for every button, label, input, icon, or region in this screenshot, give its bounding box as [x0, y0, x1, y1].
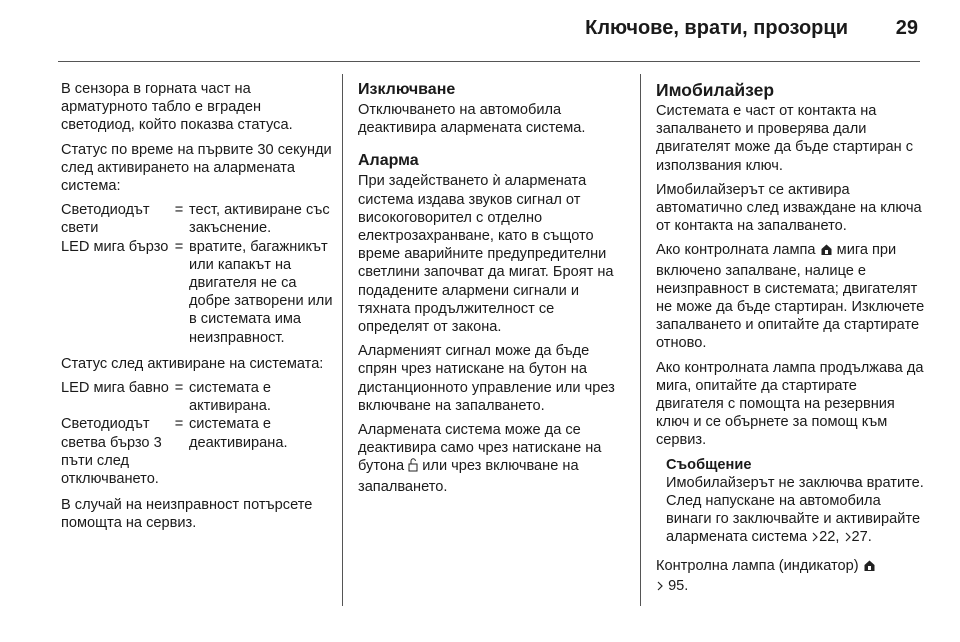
table-term: Светодиодът свети — [61, 202, 150, 237]
table-row — [61, 201, 333, 237]
page-reference-icon — [811, 530, 819, 548]
note-heading: Съобщение — [666, 456, 752, 473]
table-row — [61, 238, 333, 347]
table-equals: = — [174, 238, 184, 255]
table-term: LED мига бавно — [61, 380, 169, 397]
table-equals: = — [174, 202, 184, 219]
heading-alarm: Аларма — [358, 152, 419, 170]
paragraph-alarm: При задействането ѝ алармената система издава звуков сигнал от високоговорител с отделно електрозахранване, като в същото време аварийните предупредителни светлини започват да мигат. Броят на подадените алармени сигнали и тяхната продължителност се определят от закона. — [358, 173, 614, 336]
paragraph-immobilizer-lamp: Ако контролната лампа мига при включено запалване, налице е неизправност в системата; двигателят не може да бъде стартиран. Изключете запалването и опитайте да стартирате отново. — [656, 242, 925, 352]
paragraph-status-first30: Статус по време на първите 30 секунди след активирането на алармената система: — [61, 141, 332, 195]
page-number: 29 — [895, 17, 918, 39]
table-desc: тест, активиране със закъснение. — [189, 202, 330, 237]
page-header — [0, 0, 960, 62]
column-divider-1 — [342, 74, 343, 606]
page-reference-icon — [844, 530, 852, 548]
table-equals: = — [174, 380, 184, 397]
column-divider-2 — [640, 74, 641, 606]
paragraph-immobilizer-intro: Системата е част от контакта на запалването и проверява дали двигателят може да бъде стартиран с използвания ключ. — [656, 103, 914, 174]
table-desc: системата е деактивирана. — [189, 416, 288, 451]
header-divider — [58, 61, 920, 62]
table-term: Светодиодът светва бързо 3 пъти след отключването. — [61, 416, 162, 488]
table-desc: системата е активирана. — [189, 380, 272, 415]
page-reference-icon — [656, 579, 664, 597]
table-row — [61, 415, 333, 488]
note-ref-1[interactable]: 22, — [819, 529, 840, 546]
paragraph-alarm-deactivate: Алармената система може да се деактивира само чрез натискане на бутона или чрез включване на запалването. — [358, 422, 602, 495]
note-text: Имобилайзерът не заключва вратите. След напускане на автомобила винаги го заключвайте и активирайте алармената система — [666, 474, 924, 546]
page-title: Ключове, врати, прозорци — [585, 17, 848, 39]
indicator-page-ref[interactable]: 95. — [668, 577, 689, 594]
table-desc: вратите, багажникът или капакът на двигателя не са добре затворени или в системата има неизправност. — [189, 238, 333, 346]
paragraph-indicator: Контролна лампа (индикатор) 95. — [656, 557, 926, 597]
unlock-button-icon — [408, 457, 418, 477]
status-table-first30 — [61, 201, 333, 347]
paragraph-status-after: Статус след активиране на системата: — [61, 355, 324, 372]
column-left — [61, 80, 333, 539]
table-term: LED мига бързо — [61, 238, 169, 255]
paragraph-immobilizer-auto: Имобилайзерът се активира автоматично след изваждане на ключа от контакта на запалването. — [656, 181, 922, 235]
paragraph-immobilizer-spare: Ако контролната лампа продължава да мига, опитайте да стартирате двигателя с помощта на резервния ключ и се обърнете за помощ към сервиз. — [656, 359, 924, 449]
note-ref-2[interactable]: 27. — [851, 529, 872, 546]
note-box — [666, 456, 926, 549]
status-table-after — [61, 379, 333, 488]
immobilizer-lamp-icon — [820, 243, 833, 261]
heading-immobilizer: Имобилайзер — [656, 80, 775, 100]
table-equals: = — [174, 416, 184, 433]
column-right — [656, 80, 926, 603]
immobilizer-lamp-icon — [863, 559, 876, 577]
column-middle — [358, 80, 626, 502]
paragraph-alarm-stop: Алармeният сигнал може да бъде спрян чрез натискане на бутон на дистанционното управление или чрез включване на запалването. — [358, 343, 615, 414]
paragraph-led-intro: В сензора в горната част на арматурното табло е вграден светодиод, който показва статуса. — [61, 81, 293, 134]
paragraph-deactivation: Отключването на автомобила деактивира алармената система. — [358, 102, 586, 137]
heading-deactivation: Изключване — [358, 81, 456, 98]
paragraph-fault: В случай на неизправност потърсете помощта на сервиз. — [61, 497, 313, 532]
table-row — [61, 379, 333, 415]
